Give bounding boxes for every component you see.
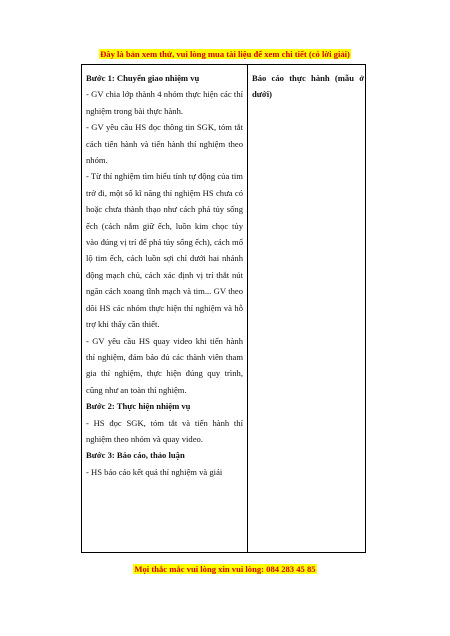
- step-3-heading: Bước 3: Báo cáo, thảo luận: [86, 450, 185, 461]
- step-1-heading: Bước 1: Chuyển giao nhiệm vụ: [86, 73, 200, 83]
- lesson-table: [81, 64, 366, 553]
- preview-notice-banner: [0, 49, 450, 59]
- contact-text: Mọi thắc mắc vui lòng xin vui lòng: 084 283 45 85: [134, 564, 316, 574]
- paragraph: - GV yêu cầu HS đọc thông tin SGK, tóm tắt cách tiến hành và tiến hành thí nghiệm theo nhóm.: [86, 122, 243, 166]
- paragraph: - GV yêu cầu HS quay video khi tiến hành thí nghiệm, đảm bảo đủ các thành viên tham gia thí nghiệm, thực hiện đúng quy trình, cũng như an toàn thí nghiệm.: [86, 335, 243, 395]
- contact-banner: [0, 564, 450, 574]
- paragraph: - HS báo cáo kết quả thí nghiệm và giải: [86, 466, 223, 477]
- teacher-activities-column: [86, 70, 243, 480]
- paragraph: - GV chia lớp thành 4 nhóm thực hiện các thí nghiệm trong bài thực hành.: [86, 89, 243, 116]
- column-divider: [247, 65, 248, 552]
- step-2-heading: Bước 2: Thực hiện nhiệm vụ: [86, 401, 191, 412]
- preview-notice-text: Đây là bản xem thử, vui lòng mua tài liệu để xem chi tiết (có lời giải): [100, 49, 350, 59]
- paragraph: - HS đọc SGK, tóm tắt và tiến hành thí nghiệm theo nhóm và quay video.: [86, 417, 243, 444]
- report-column: [252, 70, 364, 103]
- report-heading: Báo cáo thực hành (mẫu ở dưới): [252, 73, 364, 100]
- paragraph: - Từ thí nghiệm tìm hiểu tính tự động của tim trở đi, một số kĩ năng thí nghiệm HS chưa có hoặc chưa thành thạo như cách phá tủy sống ếch (cách nắm giữ ếch, luồn kim chọc tủy vào đúng vị trí để phá tủy sống ếch), cách mổ lộ tim ếch, cách luồn sợi chỉ dưới hai nhánh động mạch chủ, cách xác định vị trí thắt nút ngăn cách xoang tĩnh mạch và tim... GV theo dõi HS các nhóm thực hiện thí nghiệm và hỗ trợ khi thấy cần thiết.: [86, 171, 243, 330]
